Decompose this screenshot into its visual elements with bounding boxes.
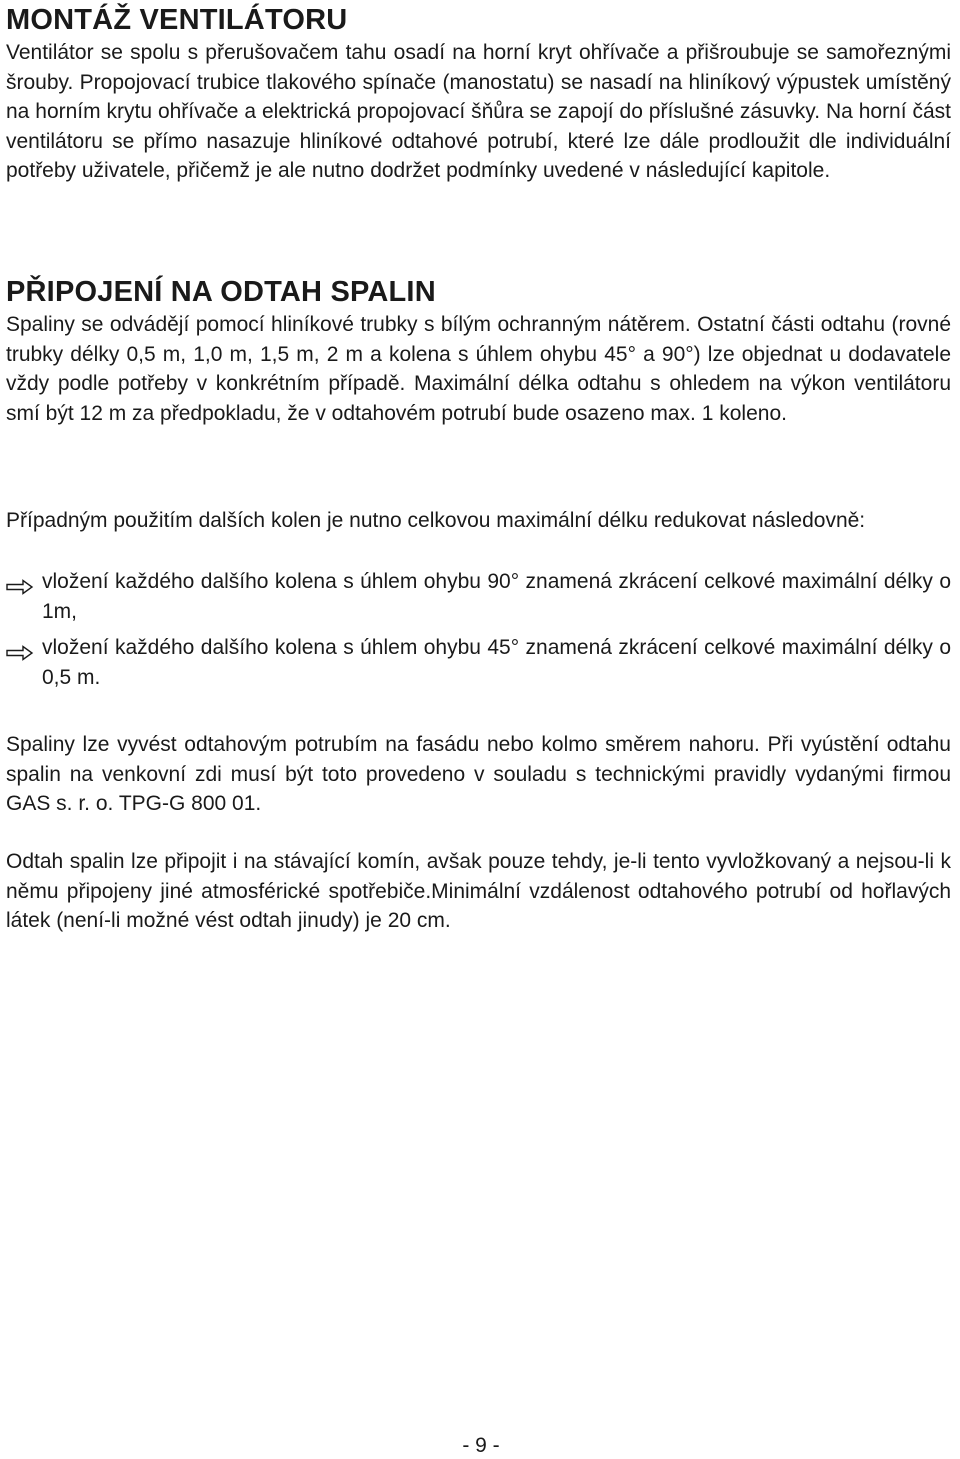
list-item — [6, 633, 951, 692]
document-page — [6, 0, 956, 1458]
page-number: - 9 - — [462, 1434, 500, 1457]
paragraph-pripojeni-3: Spaliny lze vyvést odtahovým potrubím na fasádu nebo kolmo směrem nahoru. Při vyústění odtahu spalin na venkovní zdi musí být toto provedeno v souladu s technickými pravidly vydanými firmou GAS s. r. o. TPG-G 800 01. — [6, 733, 951, 816]
list-item-text: vložení každého dalšího kolena s úhlem ohybu 45° znamená zkrácení celkové maximální délky o 0,5 m. — [42, 636, 951, 689]
paragraph-pripojeni-1: Spaliny se odvádějí pomocí hliníkové trubky s bílým ochranným nátěrem. Ostatní části odtahu (rovné trubky délky 0,5 m, 1,0 m, 1,5 m, 2 m a kolena s úhlem ohybu 45° a 90°) lze objednat u dodavatele vždy podle potřeby v konkrétním případě. Maximální délka odtahu s ohledem na výkon ventilátoru smí být 12 m za předpokladu, že v odtahovém potrubí bude osazeno max. 1 koleno. — [6, 313, 951, 425]
list-item-text: vložení každého dalšího kolena s úhlem ohybu 90° znamená zkrácení celkové maximální délky o 1m, — [42, 570, 951, 623]
section-title-montaz: MONTÁŽ VENTILÁTORU — [6, 4, 348, 36]
arrow-right-outline-icon — [6, 574, 34, 590]
paragraph-pripojeni-2: Případným použitím dalších kolen je nutno celkovou maximální délku redukovat následovně: — [6, 509, 866, 532]
section-title-pripojeni: PŘIPOJENÍ NA ODTAH SPALIN — [6, 276, 436, 308]
paragraph-montaz: Ventilátor se spolu s přerušovačem tahu osadí na horní kryt ohřívače a přišroubuje se samořeznými šrouby. Propojovací trubice tlakového spínače (manostatu) se nasadí na hliníkový výpustek umístěný na horním krytu ohřívače a elektrická propojovací šňůra se zapojí do příslušné zásuvky. Na horní část ventilátoru se přímo nasazuje hliníkové odtahové potrubí, které lze dále prodloužit dle individuální potřeby uživatele, přičemž je ale nutno dodržet podmínky uvedené v následující kapitole. — [6, 41, 951, 183]
list-item — [6, 567, 951, 626]
arrow-right-outline-icon — [6, 640, 34, 656]
paragraph-pripojeni-4: Odtah spalin lze připojit i na stávající komín, avšak pouze tehdy, je-li tento vyvložkovaný a nejsou-li k němu připojeny jiné atmosférické spotřebiče.Minimální vzdálenost odtahového potrubí od hořlavých látek (není-li možné vést odtah jinudy) je 20 cm. — [6, 850, 951, 933]
